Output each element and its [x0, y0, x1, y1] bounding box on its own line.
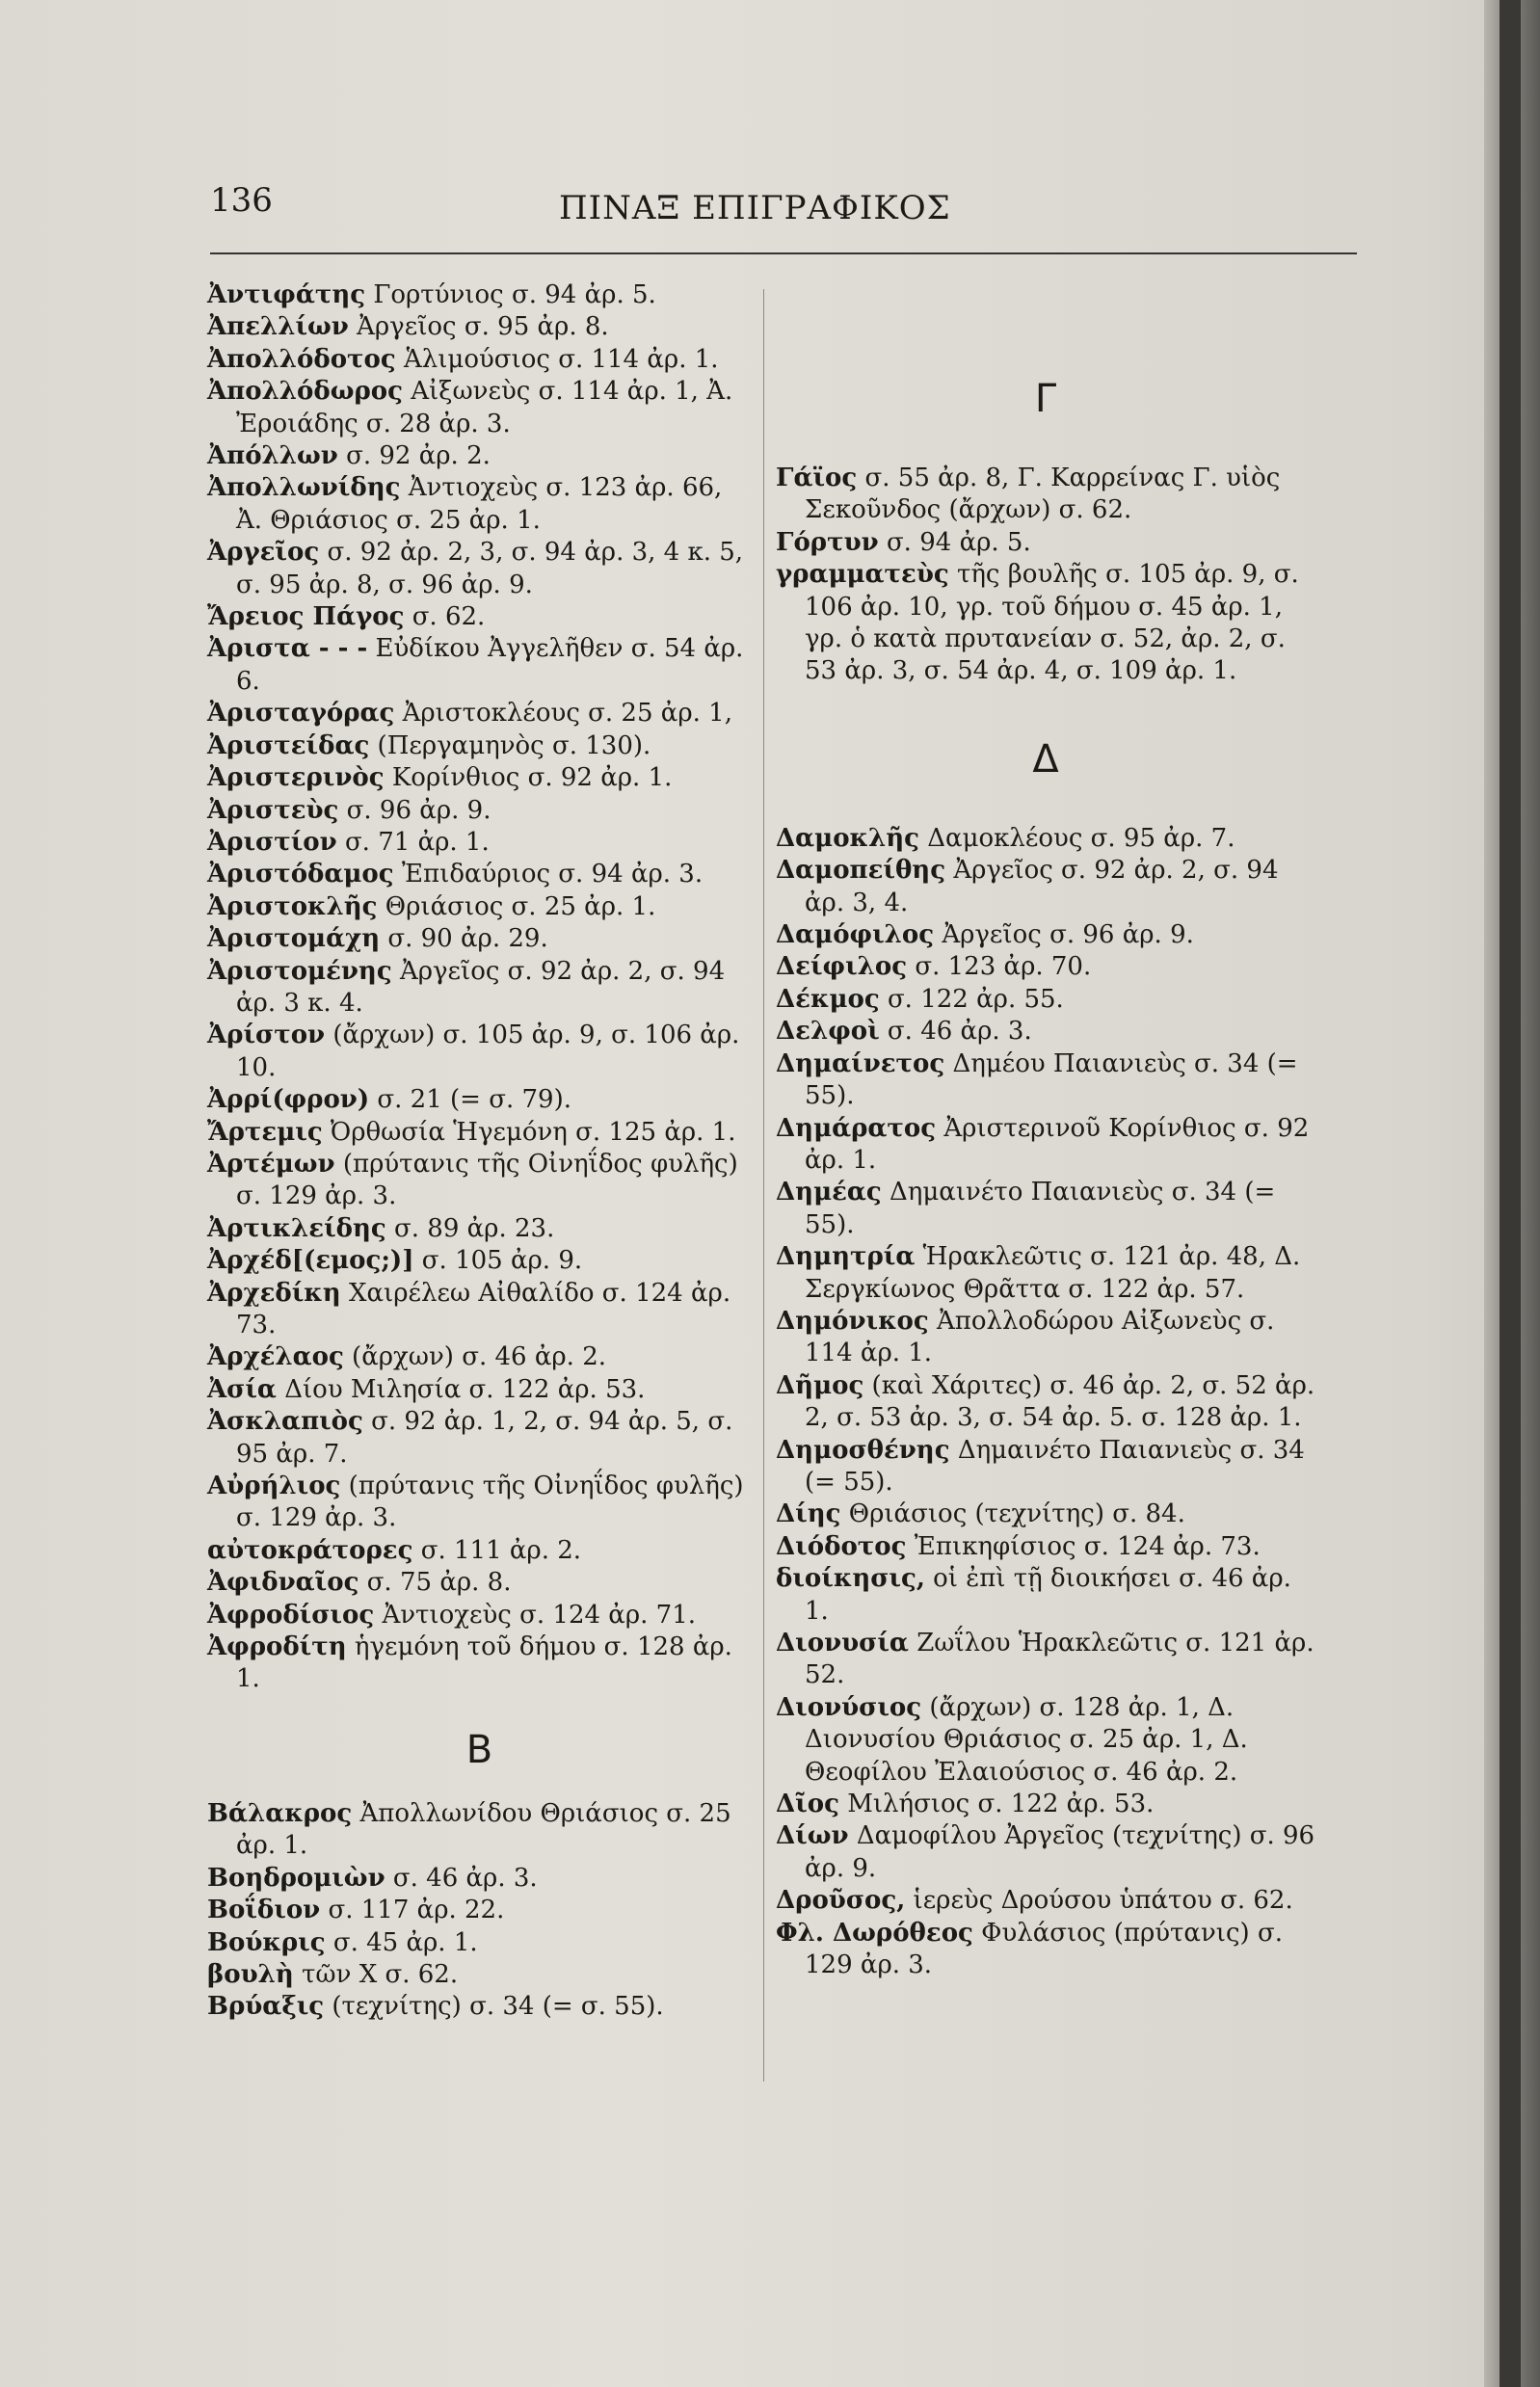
page-number: 136	[210, 181, 273, 220]
entry-lemma: Δῖος	[776, 1790, 839, 1819]
entry-reference: Θριάσιος (τεχνίτης) σ. 84.	[848, 1499, 1185, 1529]
entry-reference: Εὐδίκου Ἀγγελῆθεν σ. 54 ἀρ. 6.	[236, 634, 744, 696]
index-entry	[207, 1245, 752, 1277]
index-entry	[776, 984, 1315, 1016]
entry-lemma: Δροῦσος,	[776, 1886, 906, 1916]
index-entry	[207, 537, 752, 601]
entry-reference: σ. 90 ἀρ. 29.	[387, 924, 548, 954]
entry-reference: Ἡρακλεῶτις σ. 121 ἀρ. 48, Δ. Σεργκίωνος Θρᾶττα σ. 122 ἀρ. 57.	[805, 1242, 1301, 1304]
index-entry	[776, 951, 1315, 983]
index-entry	[776, 1048, 1315, 1113]
entry-reference: Ἐπικηφίσιος σ. 124 ἀρ. 73.	[914, 1531, 1261, 1561]
entry-reference: Δημαινέτο Παιανιεὺς σ. 34 (= 55).	[805, 1435, 1305, 1497]
index-entry	[207, 344, 752, 376]
entries-gamma	[776, 463, 1315, 688]
entry-lemma: Ἀφροδίσιος	[207, 1600, 375, 1630]
entry-reference: Χαιρέλεω Αἰθαλίδο σ. 124 ἀρ. 73.	[236, 1278, 731, 1339]
entry-reference: Ἀντιοχεὺς σ. 123 ἀρ. 66, Ἀ. Θριάσιος σ. 25 ἀρ. 1.	[236, 473, 723, 535]
entry-lemma: Δημαίνετος	[776, 1048, 945, 1078]
entry-lemma: Δαμόφιλος	[776, 920, 935, 950]
entry-reference: Ὀρθωσία Ἡγεμόνη σ. 125 ἀρ. 1.	[330, 1117, 736, 1147]
entry-lemma: Φλ. Δωρόθεος	[776, 1918, 973, 1948]
entry-lemma: γραμματεὺς	[776, 560, 949, 590]
index-entry	[207, 827, 752, 859]
index-entry	[207, 1567, 752, 1599]
entry-reference: Θριάσιος σ. 25 ἀρ. 1.	[385, 891, 656, 921]
entry-lemma: Ἀριστόδαμος	[207, 860, 394, 889]
entry-reference: (Περγαμηνὸς σ. 130).	[377, 730, 651, 760]
entry-reference: (ἄρχων) σ. 46 ἀρ. 2.	[352, 1342, 607, 1372]
entry-reference: σ. 46 ἀρ. 3.	[392, 1863, 538, 1893]
index-entry	[207, 1406, 752, 1471]
index-entry	[776, 1016, 1315, 1048]
entry-lemma: Διονυσία	[776, 1629, 909, 1658]
entry-reference: Ἀριστοκλέους σ. 25 ἀρ. 1,	[402, 699, 732, 729]
index-entry	[207, 1927, 752, 1959]
entry-reference: Ἁλιμούσιος σ. 114 ἀρ. 1.	[403, 344, 719, 374]
index-entry	[207, 472, 752, 537]
entry-reference: τῆς βουλῆς σ. 105 ἀρ. 9, σ. 106 ἀρ. 10, γρ. τοῦ δήμου σ. 45 ἀρ. 1, γρ. ὁ κατὰ πρυτανείαν σ. 52, ἀρ. 2, σ. 53 ἀρ. 3, σ. 54 ἀρ. 4, σ. 109 ἀρ. 1.	[805, 560, 1299, 686]
entry-lemma: Ἀφροδίτη	[207, 1632, 347, 1662]
entry-lemma: Δαμοκλῆς	[776, 823, 920, 853]
entry-reference: σ. 21 (= σ. 79).	[377, 1085, 571, 1115]
index-entry	[207, 376, 752, 440]
entry-reference: Ἀπολλοδώρου Αἰξωνεὺς σ. 114 ἀρ. 1.	[805, 1306, 1275, 1368]
entry-reference: σ. 71 ἀρ. 1.	[344, 827, 490, 857]
entry-lemma: Δημόνικος	[776, 1306, 929, 1336]
entry-reference: Ἀργεῖος σ. 92 ἀρ. 2, σ. 94 ἀρ. 3 κ. 4.	[236, 956, 726, 1018]
entry-reference: Δαμοκλέους σ. 95 ἀρ. 7.	[927, 823, 1235, 853]
entry-lemma: Δημητρία	[776, 1242, 916, 1272]
entry-reference: σ. 123 ἀρ. 70.	[915, 952, 1092, 982]
entry-reference: Δίου Μιλησία σ. 122 ἀρ. 53.	[284, 1374, 646, 1404]
index-entry	[207, 1117, 752, 1149]
entry-lemma: Βοΐδιον	[207, 1896, 321, 1925]
entry-reference: σ. 75 ἀρ. 8.	[366, 1568, 512, 1598]
entry-reference: Ἐπιδαύριος σ. 94 ἀρ. 3.	[401, 860, 704, 889]
index-entry	[207, 311, 752, 343]
entry-lemma: Ἀντιφάτης	[207, 280, 366, 309]
entry-reference: σ. 117 ἀρ. 22.	[328, 1896, 505, 1925]
entry-lemma: Δείφιλος	[776, 952, 908, 982]
entry-lemma: Δημάρατος	[776, 1113, 937, 1143]
section-letter-g: Γ	[1034, 377, 1057, 421]
entry-lemma: Δημοσθένης	[776, 1435, 950, 1465]
entry-lemma: Βρύαξις	[207, 1992, 325, 2022]
entry-lemma: Δῆμος	[776, 1370, 864, 1400]
entry-lemma: Ἀπολλόδοτος	[207, 344, 396, 374]
entry-reference: (πρύτανις τῆς Οἰνηΐδος φυλῆς) σ. 129 ἀρ. 3.	[236, 1472, 744, 1533]
index-entry	[207, 440, 752, 472]
index-entry	[207, 891, 752, 923]
entry-reference: τῶν Χ σ. 62.	[302, 1959, 459, 1989]
index-entry	[776, 1563, 1315, 1628]
entry-reference: σ. 92 ἀρ. 1, 2, σ. 94 ἀρ. 5, σ. 95 ἀρ. 7.	[236, 1407, 733, 1469]
entry-lemma: Ἀριστομένης	[207, 956, 392, 986]
index-entry	[776, 527, 1315, 559]
entry-reference: Ἀργεῖος σ. 96 ἀρ. 9.	[942, 920, 1194, 950]
index-entry	[207, 279, 752, 311]
entry-reference: σ. 105 ἀρ. 9.	[421, 1246, 583, 1276]
entry-reference: σ. 89 ἀρ. 23.	[394, 1213, 555, 1243]
entry-reference: Δημέου Παιανιεὺς σ. 34 (= 55).	[805, 1048, 1298, 1111]
header-rule	[210, 252, 1357, 254]
entry-lemma: Γόρτυν	[776, 527, 879, 557]
index-entry	[207, 1600, 752, 1631]
index-entry	[207, 1374, 752, 1406]
book-gutter	[1500, 0, 1521, 2387]
index-entry	[207, 1798, 752, 1863]
index-entry	[776, 1918, 1315, 1982]
entry-reference: σ. 46 ἀρ. 3.	[887, 1017, 1032, 1047]
index-entry	[207, 1278, 752, 1342]
entry-lemma: Ἀρρί(φρον)	[207, 1085, 370, 1115]
entry-reference: σ. 55 ἀρ. 8, Γ. Καρρείνας Γ. υἱὸς Σεκοῦνδος (ἄρχων) σ. 62.	[805, 464, 1281, 525]
entry-lemma: Ἀριστείδας	[207, 730, 370, 760]
entry-reference: Ἀριστερινοῦ Κορίνθιος σ. 92 ἀρ. 1.	[805, 1113, 1310, 1175]
entries-delta	[776, 823, 1315, 1982]
entry-reference: Ἀπολλωνίδου Θριάσιος σ. 25 ἀρ. 1.	[236, 1798, 731, 1861]
entry-reference: Φυλάσιος (πρύτανις) σ. 129 ἀρ. 3.	[805, 1918, 1283, 1980]
entry-lemma: Δέκμος	[776, 984, 880, 1014]
entry-lemma: Ἀριστεὺς	[207, 795, 339, 825]
entry-lemma: Δίων	[776, 1821, 849, 1851]
entry-lemma: Ἀριστερινὸς	[207, 763, 385, 793]
entry-reference: σ. 94 ἀρ. 5.	[886, 527, 1031, 557]
index-entry	[776, 1306, 1315, 1370]
entry-lemma: Ἀρτικλείδης	[207, 1213, 386, 1243]
index-entry	[207, 601, 752, 633]
index-entry	[776, 1177, 1315, 1241]
index-entry	[207, 1959, 752, 1991]
entry-reference: Ἀργεῖος σ. 95 ἀρ. 8.	[357, 312, 609, 342]
entries-beta	[207, 1798, 752, 2024]
entry-lemma: Ἀφιδναῖος	[207, 1568, 359, 1598]
entry-reference: Αἰξωνεὺς σ. 114 ἀρ. 1, Ἀ. Ἐροιάδης σ. 28 ἀρ. 3.	[236, 377, 733, 438]
entry-reference: (ἄρχων) σ. 128 ἀρ. 1, Δ. Διονυσίου Θριάσιος σ. 25 ἀρ. 1, Δ. Θεοφίλου Ἐλαιούσιος σ. 46 ἀρ. 2.	[805, 1692, 1248, 1787]
index-entry	[207, 1471, 752, 1535]
entry-reference: (πρύτανις τῆς Οἰνηΐδος φυλῆς) σ. 129 ἀρ. 3.	[236, 1149, 738, 1211]
entry-reference: Δημαινέτο Παιανιεὺς σ. 34 (= 55).	[805, 1178, 1276, 1239]
entry-reference: σ. 122 ἀρ. 55.	[887, 984, 1064, 1014]
index-entry	[776, 1499, 1315, 1530]
entry-lemma: Ἄρειος Πάγος	[207, 602, 405, 632]
entry-lemma: Ἀπελλίων	[207, 312, 349, 342]
entry-reference: οἱ ἐπὶ τῇ διοικήσει σ. 46 ἀρ. 1.	[805, 1564, 1291, 1626]
column-divider	[763, 289, 764, 2082]
index-entry	[776, 1628, 1315, 1692]
entry-reference: Ἀργεῖος σ. 92 ἀρ. 2, σ. 94 ἀρ. 3, 4.	[805, 856, 1279, 917]
entry-lemma: Ἀριστομάχη	[207, 924, 381, 954]
section-letter-d: Δ	[1032, 736, 1059, 782]
section-letter-b: B	[465, 1727, 493, 1772]
index-entry	[207, 1991, 752, 2023]
index-entry	[207, 1084, 752, 1116]
entry-lemma: Ἀπολλωνίδης	[207, 473, 401, 503]
index-entry	[776, 1370, 1315, 1435]
entry-lemma: βουλὴ	[207, 1959, 294, 1989]
index-entry	[207, 1895, 752, 1926]
entry-reference: σ. 45 ἀρ. 1.	[332, 1927, 478, 1957]
entry-lemma: Ἀπολλόδωρος	[207, 377, 403, 407]
entry-lemma: Ἀρχέλαος	[207, 1342, 344, 1372]
index-entry	[207, 923, 752, 955]
entry-lemma: Ἀρισταγόρας	[207, 699, 395, 729]
entry-lemma: διοίκησις,	[776, 1564, 925, 1594]
entry-lemma: αὐτοκράτορες	[207, 1535, 413, 1565]
entry-lemma: Γάϊος	[776, 464, 858, 492]
index-entry	[776, 1435, 1315, 1499]
entry-lemma: Βούκρις	[207, 1927, 326, 1957]
entry-reference: σ. 62.	[412, 602, 486, 632]
index-entry	[207, 698, 752, 729]
entry-lemma: Ἀπόλλων	[207, 441, 338, 471]
entry-lemma: Δελφοὶ	[776, 1017, 880, 1047]
index-entry	[776, 1241, 1315, 1306]
index-entry	[207, 730, 752, 762]
index-entry	[776, 1531, 1315, 1563]
index-entry	[207, 956, 752, 1021]
entry-lemma: Ἀσκλαπιὸς	[207, 1407, 363, 1437]
entry-reference: σ. 92 ἀρ. 2, 3, σ. 94 ἀρ. 3, 4 κ. 5, σ. 95 ἀρ. 8, σ. 96 ἀρ. 9.	[236, 538, 744, 599]
index-entry	[207, 1213, 752, 1245]
entry-reference: (τεχνίτης) σ. 34 (= σ. 55).	[332, 1992, 664, 2022]
left-column	[207, 279, 752, 2024]
entry-reference: ἡγεμόνη τοῦ δήμου σ. 128 ἀρ. 1.	[236, 1632, 732, 1694]
index-entry	[207, 762, 752, 794]
index-entry	[207, 795, 752, 827]
index-entry	[207, 1341, 752, 1373]
entry-lemma: Βάλακρος	[207, 1798, 353, 1828]
index-entry	[776, 559, 1315, 688]
entry-lemma: Ἀρχέδ[(εμος;)]	[207, 1246, 414, 1276]
running-title: ΠΙΝΑΞ ΕΠΙΓΡΑΦΙΚΟΣ	[559, 189, 951, 227]
entry-lemma: Ἀριστίον	[207, 827, 337, 857]
entry-lemma: Διονύσιος	[776, 1692, 922, 1722]
entry-reference: (καὶ Χάριτες) σ. 46 ἀρ. 2, σ. 52 ἀρ. 2, σ. 53 ἀρ. 3, σ. 54 ἀρ. 5. σ. 128 ἀρ. 1.	[805, 1370, 1315, 1433]
index-entry	[207, 1020, 752, 1084]
entry-lemma: Βοηδρομιὼν	[207, 1863, 385, 1893]
index-entry	[207, 859, 752, 890]
entry-reference: ἱερεὺς Δρούσου ὑπάτου σ. 62.	[913, 1886, 1293, 1916]
entry-lemma: Δίης	[776, 1499, 841, 1529]
entry-lemma: Ἀριστοκλῆς	[207, 891, 378, 921]
entry-lemma: Ἀριστα - - -	[207, 634, 368, 664]
right-column	[776, 374, 1315, 1981]
entry-reference: σ. 111 ἀρ. 2.	[420, 1535, 582, 1565]
entry-reference: σ. 96 ἀρ. 9.	[346, 795, 491, 825]
index-entry	[776, 1820, 1315, 1885]
index-entry	[207, 633, 752, 698]
entry-lemma: Ἄρτεμις	[207, 1117, 323, 1147]
entry-lemma: Ἀσία	[207, 1374, 277, 1404]
entry-reference: Γορτύνιος σ. 94 ἀρ. 5.	[373, 280, 656, 309]
entry-lemma: Ἀρίστον	[207, 1021, 326, 1050]
entry-lemma: Ἀρτέμων	[207, 1149, 335, 1179]
index-entry	[776, 1692, 1315, 1789]
entry-lemma: Αὐρήλιος	[207, 1472, 341, 1501]
index-entry	[207, 1631, 752, 1696]
index-entry	[776, 463, 1315, 527]
entry-lemma: Ἀργεῖος	[207, 538, 320, 568]
entry-lemma: Ἀρχεδίκη	[207, 1278, 341, 1308]
entry-lemma: Διόδοτος	[776, 1531, 907, 1561]
index-entry	[776, 855, 1315, 919]
index-entry	[207, 1535, 752, 1567]
entries-alpha	[207, 279, 752, 1696]
index-entry	[207, 1149, 752, 1213]
entry-reference: (ἄρχων) σ. 105 ἀρ. 9, σ. 106 ἀρ. 10.	[236, 1021, 740, 1082]
entry-reference: σ. 92 ἀρ. 2.	[346, 441, 491, 471]
index-entry	[207, 1863, 752, 1895]
entry-lemma: Δημέας	[776, 1178, 882, 1207]
entry-reference: Κορίνθιος σ. 92 ἀρ. 1.	[391, 763, 673, 793]
index-entry	[776, 1789, 1315, 1820]
entry-lemma: Δαμοπείθης	[776, 856, 946, 886]
entry-reference: Δαμοφίλου Ἀργεῖος (τεχνίτης) σ. 96 ἀρ. 9.	[805, 1821, 1315, 1883]
entry-reference: Μιλήσιος σ. 122 ἀρ. 53.	[847, 1790, 1155, 1819]
entry-reference: Ζωΐλου Ἡρακλεῶτις σ. 121 ἀρ. 52.	[805, 1629, 1314, 1690]
entry-reference: Ἀντιοχεὺς σ. 124 ἀρ. 71.	[382, 1600, 697, 1630]
index-entry	[776, 1113, 1315, 1178]
index-entry	[776, 1885, 1315, 1917]
index-entry	[776, 823, 1315, 855]
index-entry	[776, 919, 1315, 951]
